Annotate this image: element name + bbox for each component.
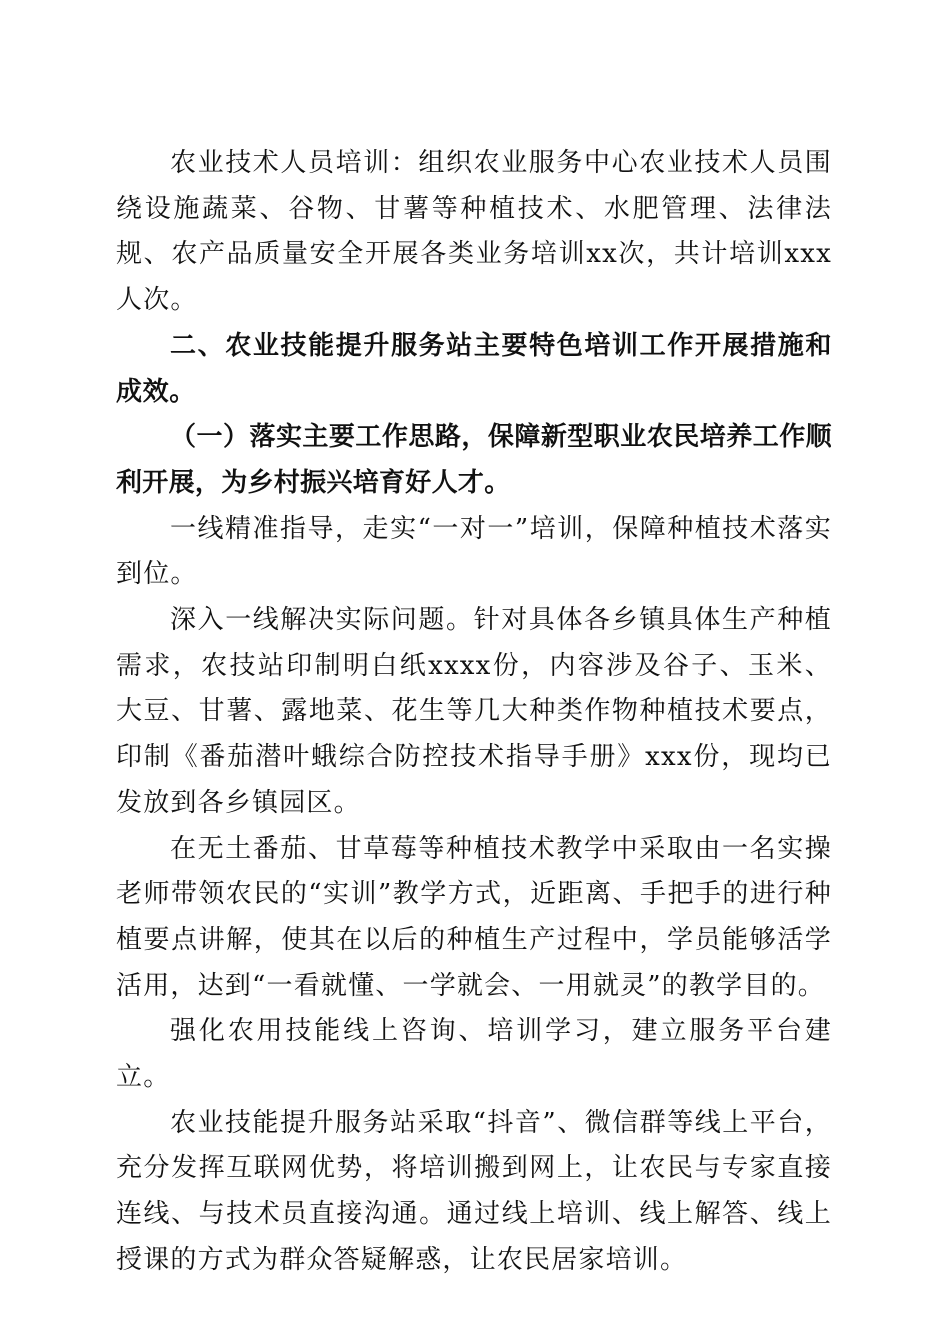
- subsection-heading-1: （一）落实主要工作思路，保障新型职业农民培养工作顺利开展，为乡村振兴培育好人才。: [116, 422, 832, 498]
- paragraph-technician-training: 农业技术人员培训：组织农业服务中心农业技术人员围绕设施蔬菜、谷物、甘薯等种植技术、水肥管理、法律法规、农产品质量安全开展各类业务培训xx次，共计培训xxx人次。: [116, 148, 832, 316]
- paragraph-online-platforms: 农业技能提升服务站采取“抖音”、微信群等线上平台，充分发挥互联网优势，将培训搬到网上，让农民与专家直接连线、与技术员直接沟通。通过线上培训、线上解答、线上授课的方式为群众答疑解惑，让农民居家培训。: [116, 1107, 832, 1275]
- paragraph-online-consulting: 强化农用技能线上咨询、培训学习，建立服务平台建立。: [116, 1016, 832, 1093]
- paragraph-practical-training: 在无土番茄、甘草莓等种植技术教学中采取由一名实操老师带领农民的“实训”教学方式，近距离、手把手的进行种植要点讲解，使其在以后的种植生产过程中，学员能够活学活用，达到“一看就懂、一学就会、一用就灵”的教学目的。: [116, 833, 832, 1001]
- paragraph-one-on-one-guidance: 一线精准指导，走实“一对一”培训，保障种植技术落实到位。: [116, 513, 832, 590]
- paragraph-solve-problems: 深入一线解决实际问题。针对具体各乡镇具体生产种植需求，农技站印制明白纸xxxx份，内容涉及谷子、玉米、大豆、甘薯、露地菜、花生等几大种类作物种植技术要点，印制《番茄潜叶蛾综合防控技术指导手册》xxx份，现均已发放到各乡镇园区。: [116, 605, 832, 818]
- document-body: [116, 141, 832, 1284]
- section-heading-2: 二、农业技能提升服务站主要特色培训工作开展措施和成效。: [116, 330, 832, 407]
